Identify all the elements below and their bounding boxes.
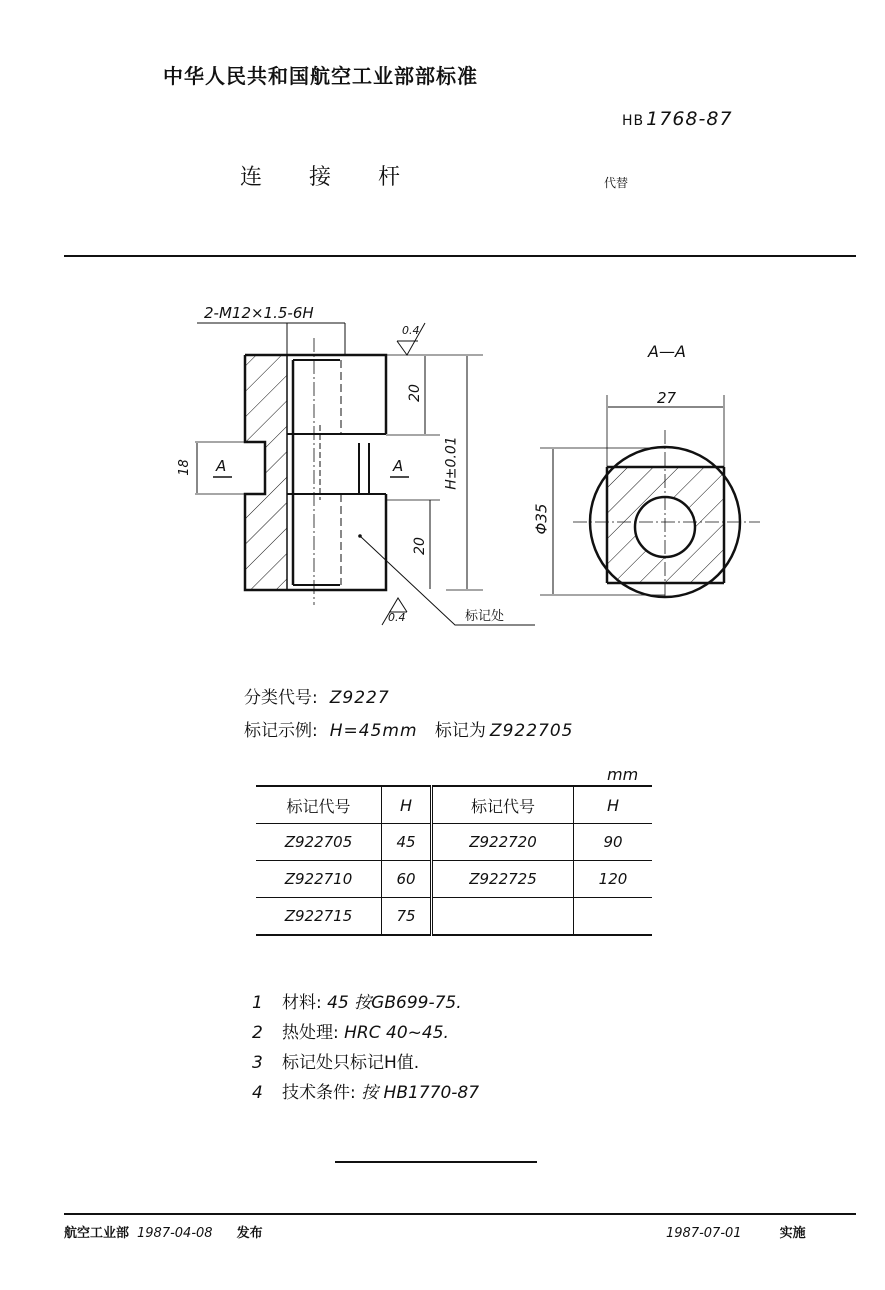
cell-code (432, 898, 574, 936)
footer-divider (64, 1213, 856, 1215)
issuing-organization: 中华人民共和国航空工业部部标准 (163, 64, 478, 88)
cell-h: 45 (382, 824, 432, 861)
section-mark-right: A (393, 457, 404, 475)
footer-issue (64, 1222, 263, 1241)
title-char: 接 (309, 165, 332, 190)
header-h: H (606, 795, 620, 815)
example-mark-value: Z922705 (489, 721, 574, 741)
example-mark-label: 标记为 (434, 721, 486, 741)
dim-height: H±0.01 (443, 436, 460, 490)
replaces-label: 代替 (604, 176, 629, 190)
note-item: 3 标记处只标记H值. (252, 1053, 420, 1073)
roughness-bottom-label: 0.4 (388, 611, 406, 624)
front-section-view (195, 323, 535, 625)
cell-h: 60 (382, 861, 432, 898)
cell-code: Z922705 (256, 824, 382, 861)
cell-code: Z922720 (432, 824, 574, 861)
table-row (256, 824, 652, 861)
title-char: 连 (240, 165, 263, 190)
note-item: 4 技术条件: 按 HB1770-87 (252, 1083, 480, 1103)
effective-date: 1987-07-01 (666, 1226, 742, 1241)
class-code-value: Z9227 (329, 688, 390, 708)
dim-bottom-depth: 20 (411, 537, 428, 555)
section-title: A—A (648, 342, 686, 361)
table-unit: mm (607, 765, 639, 784)
table-header-row (256, 786, 652, 824)
cell-h: 90 (603, 833, 623, 851)
example-value: H=45mm (329, 721, 418, 741)
cell-code: Z922715 (256, 898, 382, 936)
cell-code: Z922710 (256, 861, 382, 898)
header-mark-code: 标记代号 (432, 786, 574, 824)
table-row (256, 861, 652, 898)
dim-diameter: Φ35 (532, 503, 551, 535)
cell-code: Z922725 (432, 861, 574, 898)
marking-location-label: 标记处 (465, 609, 505, 624)
thread-spec-label: 2-M12×1.5-6H (204, 304, 314, 322)
section-aa-view (540, 395, 760, 600)
table-row (256, 898, 652, 936)
example-label: 标记示例: (244, 721, 318, 741)
effective-label: 实施 (779, 1226, 806, 1241)
issuer: 航空工业部 (64, 1226, 130, 1241)
dim-flat-width: 27 (657, 389, 677, 407)
title-char: 杆 (378, 165, 401, 190)
dim-slot: 18 (176, 459, 192, 476)
section-mark-left: A (216, 457, 227, 475)
standard-number-value: 1768-87 (646, 108, 733, 130)
end-divider (335, 1161, 537, 1163)
roughness-top-label: 0.4 (402, 324, 420, 337)
marking-table (256, 785, 652, 936)
cell-h: 120 (598, 870, 628, 888)
footer-effective (666, 1222, 806, 1241)
class-code-label: 分类代号: (244, 688, 318, 708)
dim-top-depth: 20 (406, 384, 423, 402)
cell-h (574, 898, 653, 936)
technical-notes (252, 988, 479, 1108)
note-item: 2 热处理: HRC 40~45. (252, 1023, 449, 1043)
issue-date: 1987-04-08 (137, 1226, 213, 1241)
cell-h: 75 (382, 898, 432, 936)
issue-label: 发布 (236, 1226, 263, 1241)
note-item: 1 材料: 45 按GB699-75. (252, 993, 462, 1013)
standard-prefix: HB (622, 113, 645, 129)
header-h: H (382, 786, 432, 824)
header-mark-code: 标记代号 (256, 786, 382, 824)
marking-example (244, 716, 573, 741)
classification-code (244, 683, 390, 708)
